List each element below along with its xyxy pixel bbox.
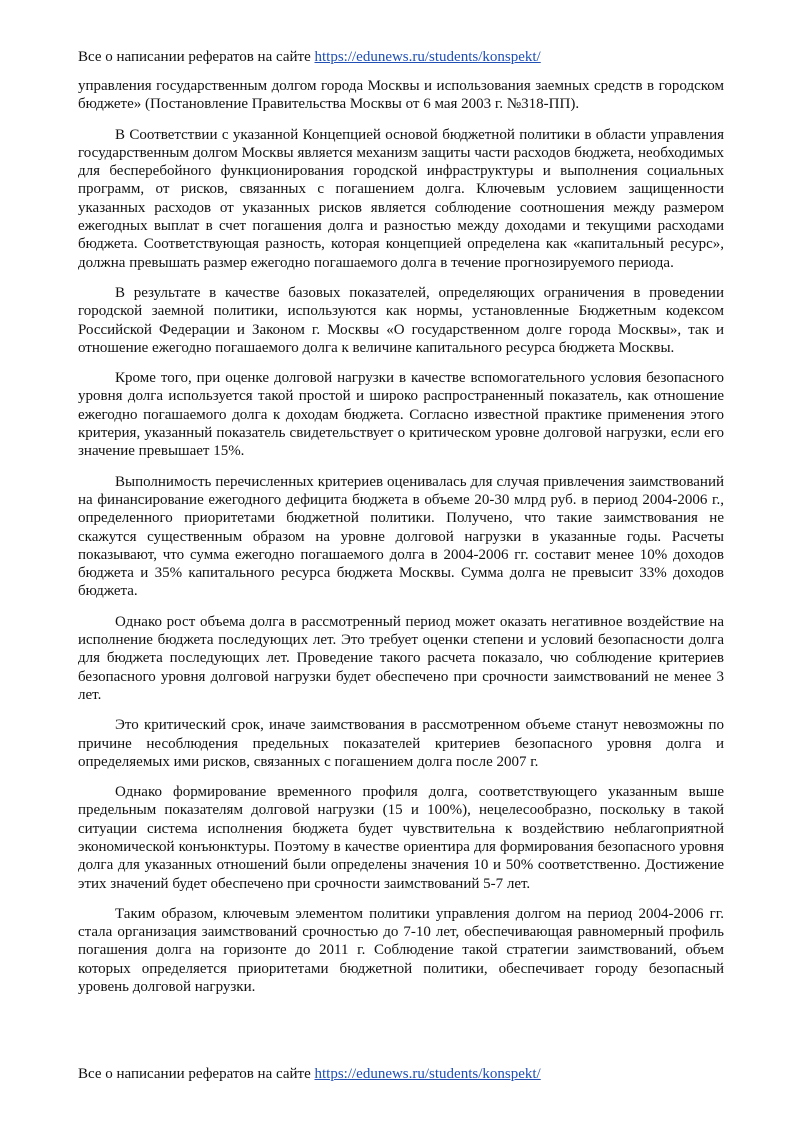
paragraph: В Соответствии с указанной Концепцией основой бюджетной политики в области управления государственным долгом Москвы является механизм защиты части расходов бюджета, необходимых для бесперебойного функционирования городской инфраструктуры и выполнения социальных программ, от рисков, связанных с погашением долга. Ключевым условием защищенности указанных расходов от указанных рисков является соблюдение соотношения между размером ежегодных выплат в счет погашения долга и разностью между доходами и текущими расходами бюджета. Соответствующая разность, которая концепцией определена как «капитальный ресурс», должна превышать размер ежегодно погашаемого долга в течение прогнозируемого периода. (78, 126, 724, 271)
paragraph-continuation: управления государственным долгом города Москвы и использования заемных средств в городском бюджете» (Постановление Правительства Москвы от 6 мая 2003 г. №318-ПП). (78, 78, 724, 113)
paragraph: Это критический срок, иначе заимствования в рассмотренном объеме станут невозможны по причине несоблюдения предельных показателей критериев безопасного уровня долга и определяемых ими рисков, связанных с погашением долга после 2007 г. (78, 717, 724, 770)
header-text: Все о написании рефератов на сайте (78, 49, 311, 65)
document-body (78, 77, 724, 1008)
paragraph: Однако рост объема долга в рассмотренный период может оказать негативное воздействие на исполнение бюджета последующих лет. Это требует оценки степени и условий безопасности долга для бюджета последующих лет. Проведение такого расчета показало, чю соблюдение критериев безопасного уровня долговой нагрузки будет обеспечено при срочности заимствований не менее 3 лет. (78, 613, 724, 703)
footer-text: Все о написании рефератов на сайте (78, 1066, 311, 1082)
paragraph: Кроме того, при оценке долговой нагрузки в качестве вспомогательного условия безопасного уровня долга используется такой простой и широко распространенный показатель, как отношение ежегодно погашаемого долга к доходам бюджета. Согласно известной практике применения этого критерия, указанный показатель свидетельствует о критическом уровне долговой нагрузки, если его значение превышает 15%. (78, 370, 724, 460)
paragraph: Однако формирование временного профиля долга, соответствующего указанным выше предельным показателям долговой нагрузки (15 и 100%), нецелесообразно, поскольку в такой ситуации система исполнения бюджета будет чувствительна к воздействию неблагоприятной экономической конъюнктуры. Поэтому в качестве ориентира для формирования безопасного уровня долга для указанных отношений были определены значения 10 и 50% соответственно. Достижение этих значений будет обеспечено при срочности заимствований 5-7 лет. (78, 784, 724, 892)
page-footer (78, 1065, 541, 1083)
paragraph: Выполнимость перечисленных критериев оценивалась для случая привлечения заимствований на финансирование ежегодного дефицита бюджета в объеме 20-30 млрд руб. в период 2004-2006 г., определенного приоритетами бюджетной политики. Получено, что такие заимствования не скажутся существенным образом на уровне долговой нагрузки в указанные годы. Расчеты показывают, что сумма ежегодно погашаемого долга в 2004-2006 гг. составит менее 10% доходов бюджета и 35% капитального ресурса бюджета Москвы. Сумма долга не превысит 33% доходов бюджета. (78, 473, 724, 600)
paragraph: В результате в качестве базовых показателей, определяющих ограничения в проведении городской заемной политики, используются как нормы, установленные Бюджетным кодексом Российской Федерации и Законом г. Москвы «О государственном долге города Москвы», так и отношение ежегодно погашаемого долга к величине капитального ресурса бюджета Москвы. (78, 284, 724, 356)
page-header (78, 48, 541, 66)
paragraph: Таким образом, ключевым элементом политики управления долгом на период 2004-2006 гг. стала организация заимствований срочностью до 7-10 лет, обеспечивающая равномерный профиль погашения долга на горизонте до 2011 г. Соблюдение такой стратегии заимствований, объем которых определяется приоритетами бюджетной политики, обеспечивает городу безопасный уровень долговой нагрузки. (78, 905, 724, 996)
footer-site-link[interactable]: https://edunews.ru/students/konspekt/ (314, 1066, 541, 1082)
header-site-link[interactable]: https://edunews.ru/students/konspekt/ (314, 49, 541, 65)
document-page (78, 0, 724, 1131)
